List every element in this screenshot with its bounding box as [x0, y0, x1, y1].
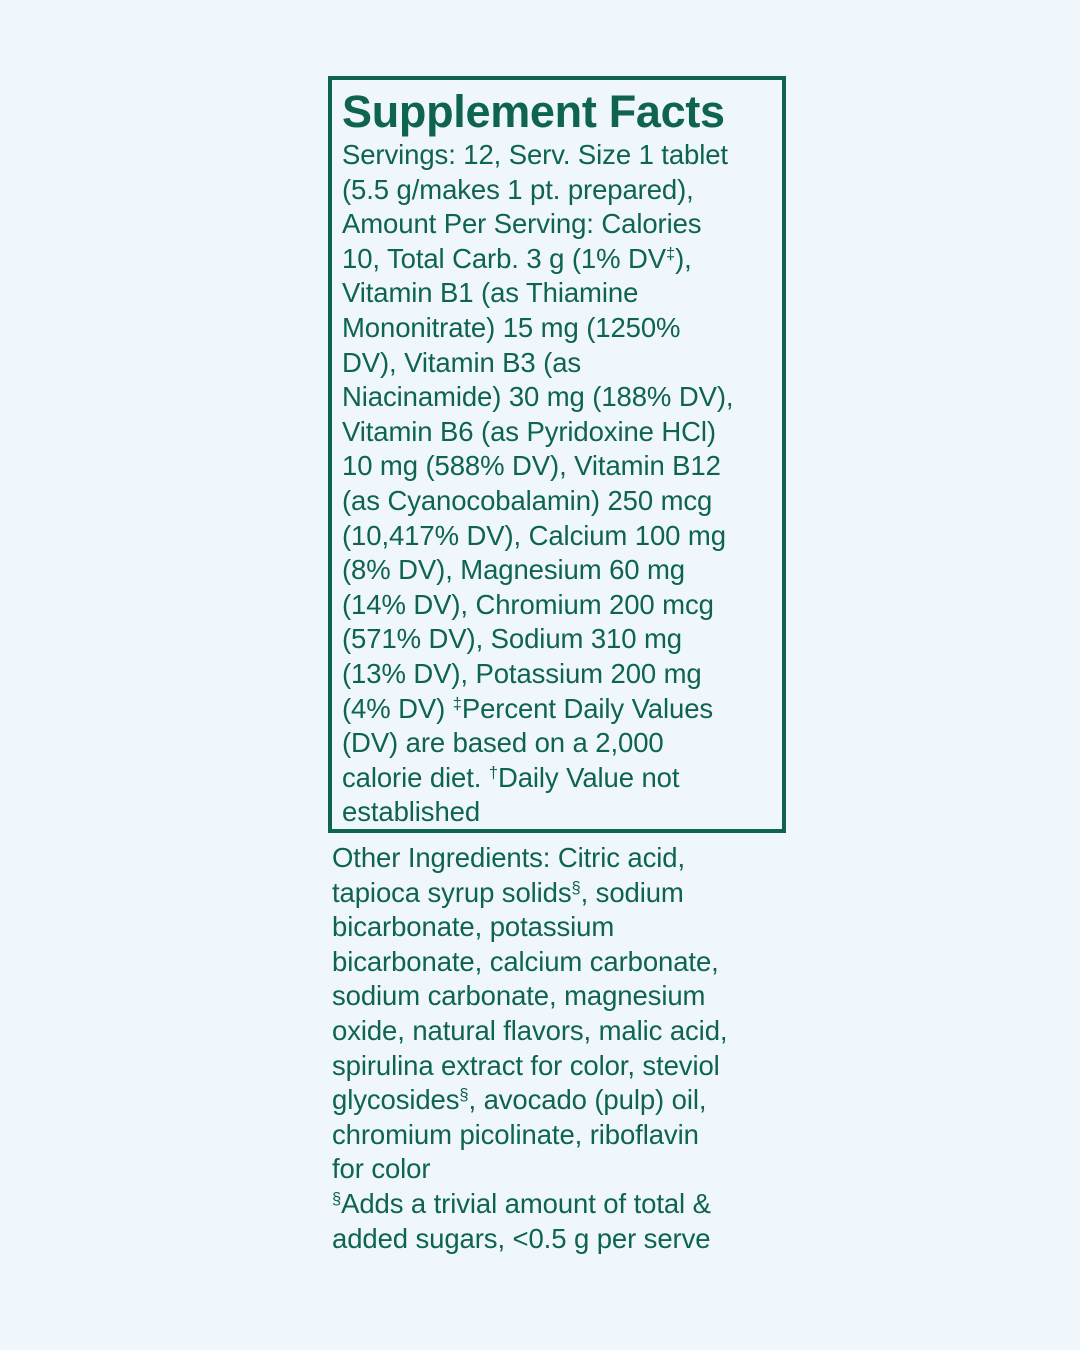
section-mark: §: [332, 1189, 342, 1208]
facts-line-text: Percent Daily Values: [461, 692, 714, 724]
section-mark: §: [459, 1086, 469, 1105]
ingredients-line-text: tapioca syrup solids: [332, 876, 572, 908]
ingredients-line: chromium picolinate, riboflavin: [332, 1118, 699, 1150]
facts-line: Niacinamide) 30 mg (188% DV),: [342, 381, 734, 413]
facts-line: Servings: 12, Serv. Size 1 tablet: [342, 139, 728, 170]
ingredients-line-text: , avocado (pulp) oil,: [468, 1084, 707, 1116]
facts-line: Mononitrate) 15 mg (1250%: [342, 311, 681, 343]
facts-line: (14% DV), Chromium 200 mcg: [342, 588, 714, 620]
facts-line: [342, 761, 782, 796]
facts-line-text: calorie diet.: [342, 761, 489, 793]
facts-line: Vitamin B6 (as Pyridoxine HCl): [342, 415, 716, 447]
facts-line: (as Cyanocobalamin) 250 mcg: [342, 484, 713, 516]
supplement-facts-panel: [328, 76, 786, 833]
ingredients-line: [332, 876, 802, 911]
facts-line: [342, 242, 782, 277]
facts-line: 10 mg (588% DV), Vitamin B12: [342, 450, 721, 482]
ingredients-line: oxide, natural flavors, malic acid,: [332, 1014, 728, 1046]
facts-line: [342, 692, 782, 727]
double-dagger-mark: ‡: [666, 244, 676, 263]
ingredients-line-text: glycosides: [332, 1084, 460, 1116]
ingredients-line: bicarbonate, calcium carbonate,: [332, 945, 719, 977]
dagger-mark: †: [488, 763, 498, 782]
double-dagger-mark: ‡: [452, 694, 462, 713]
other-ingredients: [332, 841, 802, 1256]
facts-line: (5.5 g/makes 1 pt. prepared),: [342, 173, 694, 205]
ingredients-line-text: Adds a trivial amount of total &: [341, 1187, 711, 1219]
facts-line: Vitamin B1 (as Thiamine: [342, 277, 639, 309]
facts-body: [342, 138, 782, 830]
facts-line: established: [342, 796, 481, 828]
ingredients-line: spirulina extract for color, steviol: [332, 1049, 720, 1081]
ingredients-line-text: , sodium: [580, 876, 684, 908]
facts-line-text: ),: [675, 242, 692, 274]
facts-line: (8% DV), Magnesium 60 mg: [342, 554, 686, 586]
ingredients-line: sodium carbonate, magnesium: [332, 980, 706, 1012]
ingredients-line: [332, 1083, 802, 1118]
facts-line: DV), Vitamin B3 (as: [342, 346, 582, 378]
facts-title: Supplement Facts: [342, 86, 725, 137]
ingredients-line: Other Ingredients: Citric acid,: [332, 842, 686, 873]
facts-line: Amount Per Serving: Calories: [342, 208, 702, 240]
facts-line-text: Daily Value not: [497, 761, 680, 793]
facts-line-text: (4% DV): [342, 692, 453, 724]
ingredients-line: [332, 1187, 802, 1222]
facts-line-text: 10, Total Carb. 3 g (1% DV: [342, 242, 667, 274]
facts-line: (10,417% DV), Calcium 100 mg: [342, 519, 726, 551]
ingredients-line: bicarbonate, potassium: [332, 911, 615, 943]
section-mark: §: [571, 878, 581, 897]
facts-line: (13% DV), Potassium 200 mg: [342, 657, 702, 689]
ingredients-line: added sugars, <0.5 g per serve: [332, 1222, 711, 1254]
facts-line: (571% DV), Sodium 310 mg: [342, 623, 682, 655]
ingredients-line: for color: [332, 1153, 431, 1185]
facts-line: (DV) are based on a 2,000: [342, 727, 664, 759]
